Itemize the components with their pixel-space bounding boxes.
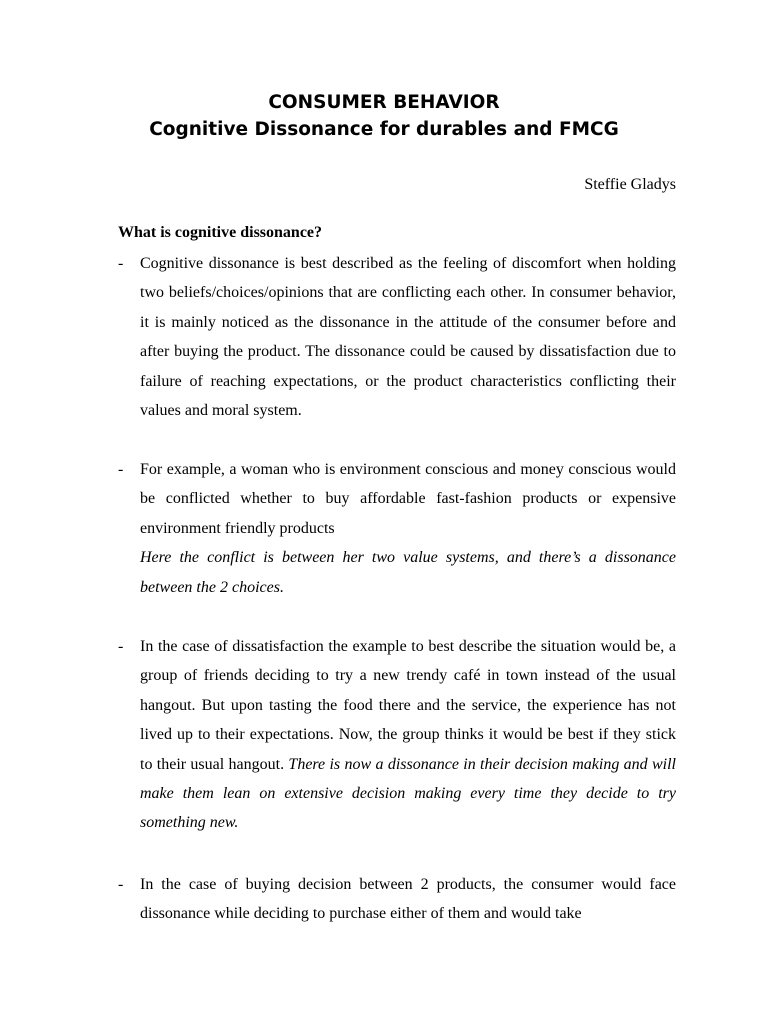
paragraph-text: For example, a woman who is environment conscious and money conscious would be conflicted whether to buy affordable fast-fashion products or expensive environment friendly products: [140, 461, 676, 537]
document-title: CONSUMER BEHAVIOR: [268, 92, 500, 113]
list-item-text: [140, 870, 676, 929]
list-item: [118, 249, 676, 425]
title-block: [0, 89, 768, 143]
italic-sentence: There is now a dissonance in their decision making and will make them lean on extensive decision making every time they decide to try something new.: [140, 755, 676, 832]
paragraph-text: Cognitive dissonance is best described as the feeling of discomfort when holding two beliefs/choices/opinions that are conflicting each other. In consumer behavior, it is mainly noticed as the dissonance in the attitude of the consumer before and after buying the product. The dissonance could be caused by dissatisfaction due to failure of reaching expectations, or the product characteristics conflicting their values and moral system.: [140, 255, 676, 420]
bullet-dash: -: [118, 255, 124, 272]
list-item-text: [140, 632, 676, 838]
paragraph-text: In the case of buying decision between 2 products, the consumer would face dissonance while deciding to purchase either of them and would take: [140, 876, 676, 923]
bullet-dash: -: [118, 461, 124, 478]
section-heading: What is cognitive dissonance?: [118, 224, 323, 241]
list-item-text: [140, 455, 676, 602]
paragraph-text: In the case of dissatisfaction the example to best describe the situation would be, a group of friends deciding to try a new trendy café in town instead of the usual hangout. But upon tasting the food there and the service, the experience has not lived up to their expectations. Now, the group thinks it would be best if they stick to their usual hangout.: [140, 638, 676, 773]
bullet-dash: -: [118, 876, 124, 893]
list-item: [118, 455, 676, 602]
author-name: Steffie Gladys: [584, 176, 676, 193]
list-item: [118, 632, 676, 838]
list-item-text: [140, 249, 676, 425]
document-subtitle: Cognitive Dissonance for durables and FMCG: [149, 119, 619, 140]
italic-paragraph: Here the conflict is between her two value systems, and there’s a dissonance between the 2 choices.: [140, 549, 676, 596]
list-item: [118, 870, 676, 929]
bullet-dash: -: [118, 638, 124, 655]
